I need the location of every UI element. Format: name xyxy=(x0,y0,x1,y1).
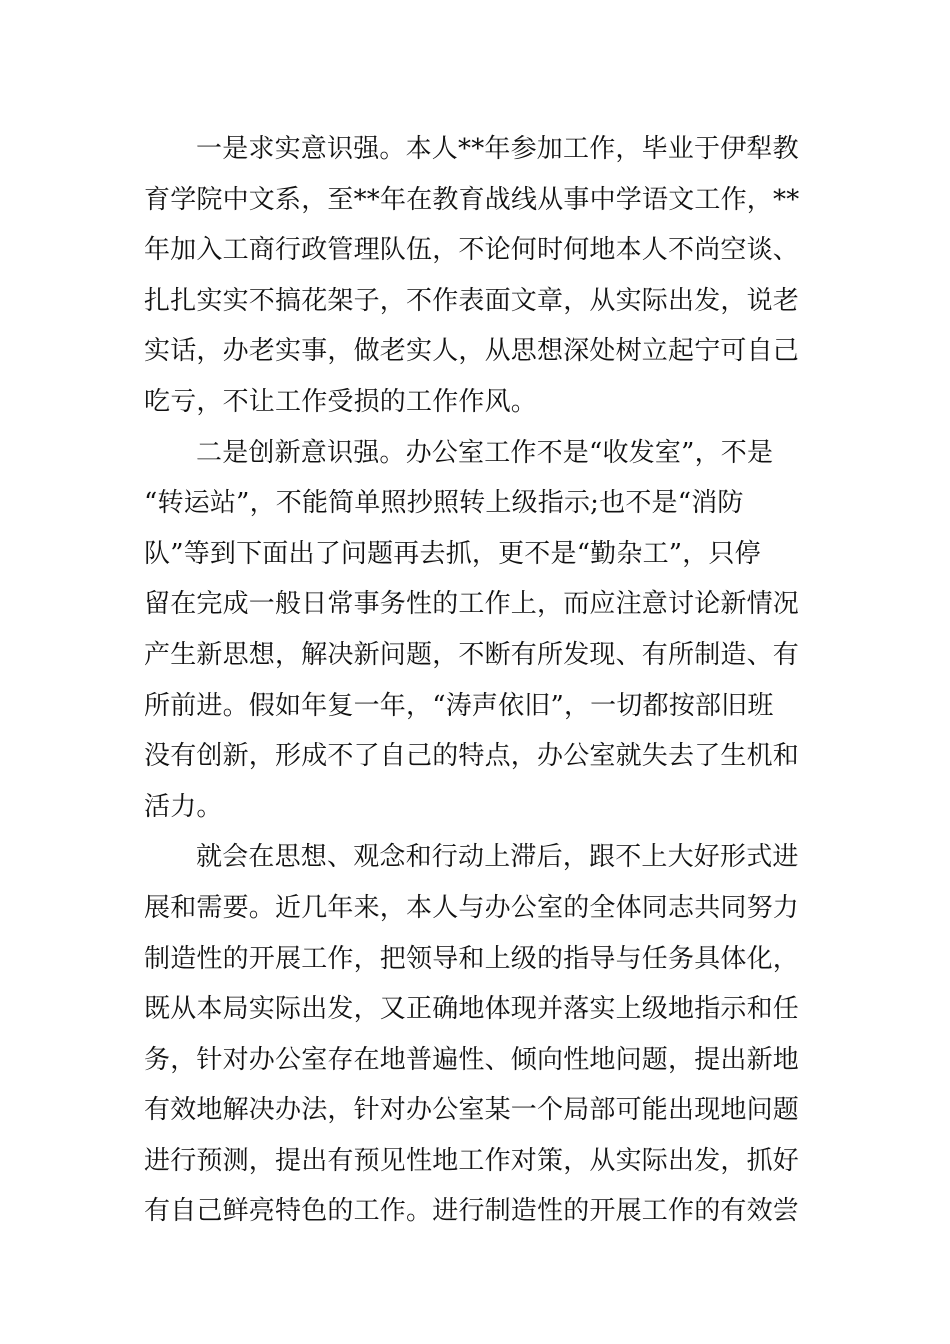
text-line: 有效地解决办法，针对办公室某一个局部可能出现地问题 xyxy=(144,1095,800,1126)
text-line: 留在完成一般日常事务性的工作上，而应注意讨论新情况 xyxy=(144,589,800,620)
text-line: 扎扎实实不搞花架子，不作表面文章，从实际出发，说老 xyxy=(144,285,800,316)
text-line: 务，针对办公室存在地普遍性、倾向性地问题，提出新地 xyxy=(144,1044,800,1075)
text-line: 二是创新意识强。办公室工作不是“收发室”，不是 xyxy=(196,437,774,468)
text-line: 既从本局实际出发，又正确地体现并落实上级地指示和任 xyxy=(144,994,800,1025)
text-line: 制造性的开展工作，把领导和上级的指导与任务具体化， xyxy=(144,943,800,974)
text-line: 年加入工商行政管理队伍，不论何时何地本人不尚空谈、 xyxy=(144,235,800,266)
text-line: 所前进。假如年复一年，“涛声依旧”，一切都按部旧班 xyxy=(144,690,774,721)
text-line: 队”等到下面出了问题再去抓，更不是“勤杂工”，只停 xyxy=(144,538,761,569)
text-line: 产生新思想，解决新问题，不断有所发现、有所制造、有 xyxy=(144,639,800,670)
text-line: 活力。 xyxy=(144,791,223,822)
paragraph-3 xyxy=(144,832,810,1237)
text-line: 实话，办老实事，做老实人，从思想深处树立起宁可自己 xyxy=(144,336,800,367)
paragraph-1 xyxy=(144,124,810,428)
text-line: 展和需要。近几年来，本人与办公室的全体同志共同努力 xyxy=(144,892,800,923)
text-line: 育学院中文系，至**年在教育战线从事中学语文工作，** xyxy=(144,184,800,215)
body-text xyxy=(144,124,810,1237)
paragraph-2 xyxy=(144,428,810,833)
text-line: 有自己鲜亮特色的工作。进行制造性的开展工作的有效尝 xyxy=(144,1196,800,1227)
text-line: 一是求实意识强。本人**年参加工作，毕业于伊犁教 xyxy=(196,134,799,164)
text-line: 就会在思想、观念和行动上滞后，跟不上大好形式进 xyxy=(196,842,799,873)
text-line: 进行预测，提出有预见性地工作对策，从实际出发，抓好 xyxy=(144,1145,800,1176)
text-line: 吃亏，不让工作受损的工作作风。 xyxy=(144,386,538,417)
text-line: 没有创新，形成不了自己的特点，办公室就失去了生机和 xyxy=(144,741,800,772)
text-line: “转运站”，不能简单照抄照转上级指示;也不是“消防 xyxy=(144,488,744,519)
